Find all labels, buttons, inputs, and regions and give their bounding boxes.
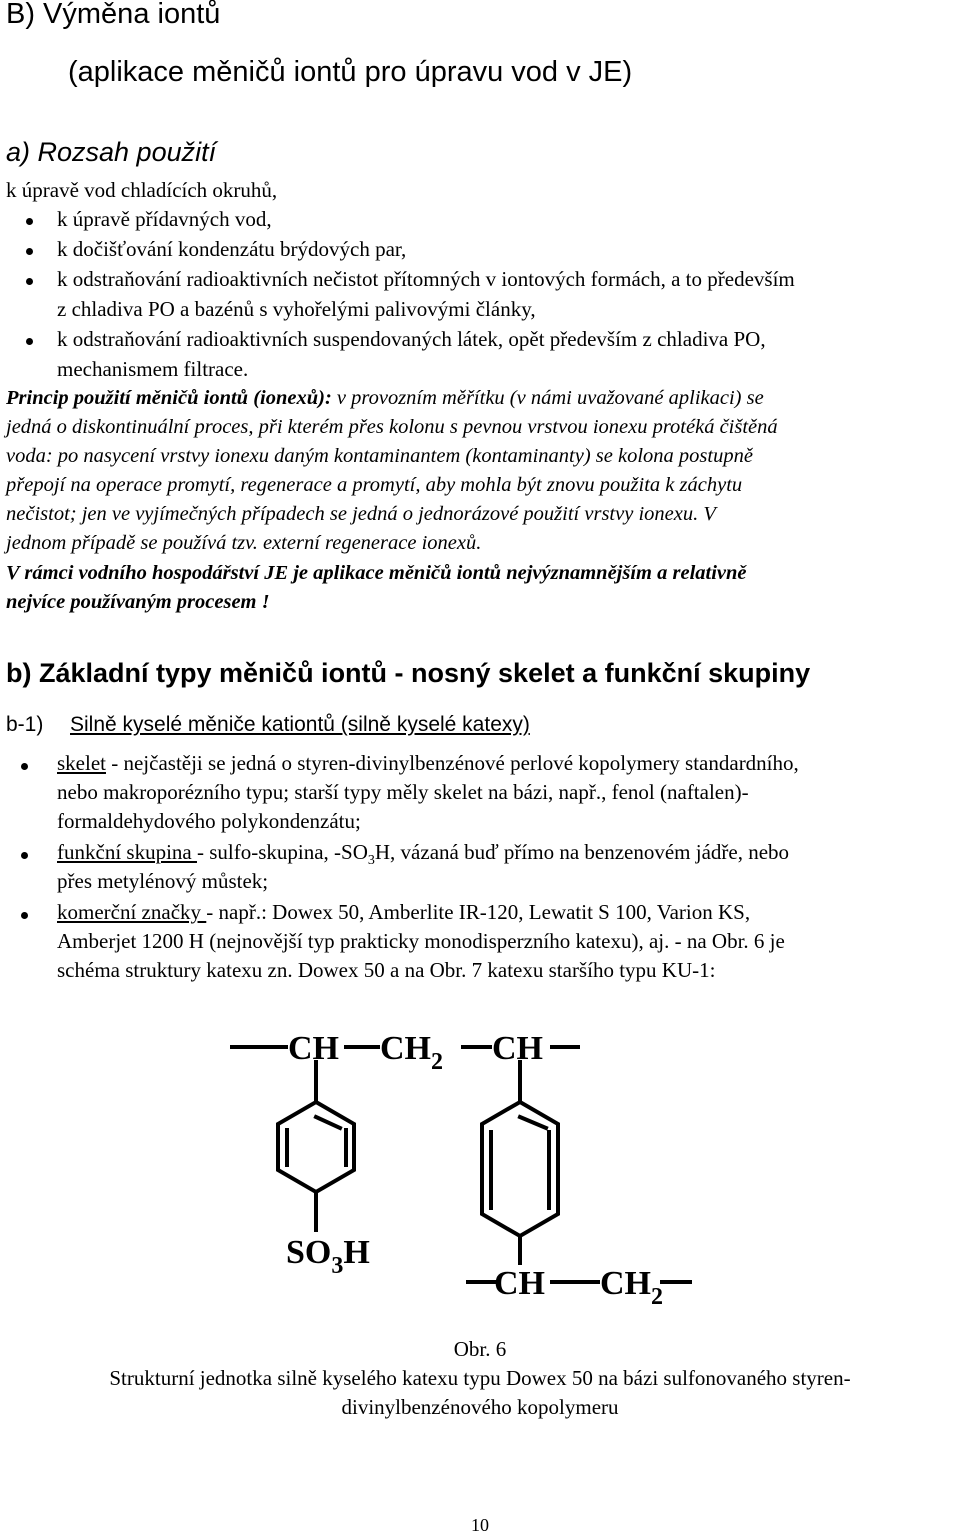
- principle-term: Princip použití měničů iontů (ionexů):: [6, 387, 332, 409]
- emphasis-line: V rámci vodního hospodářství JE je aplikace měničů iontů nejvýznamnějším a relativně: [6, 562, 747, 584]
- principle-line: přepojí na operace promytí, regenerace a promytí, aby mohla být znovu použita k záchytu: [6, 474, 743, 496]
- bullet-icon: [21, 763, 28, 770]
- list-item-continuation: schéma struktury katexu zn. Dowex 50 a na Obr. 7 katexu staršího typu KU-1:: [57, 958, 716, 982]
- term: funkční skupina: [57, 840, 197, 864]
- page-number: 10: [471, 1515, 489, 1535]
- sub-prefix: b-1): [6, 713, 44, 736]
- principle-line: jednom případě se používá tzv. externí regenerace ionexů.: [6, 532, 482, 554]
- list-item: k odstraňování radioaktivních nečistot přítomných v iontových formách, a to především: [57, 267, 795, 291]
- ch-label: CH: [288, 1030, 339, 1067]
- bullet-icon: [26, 278, 33, 285]
- list-item-continuation: nebo makroporézního typu; starší typy měly skelet na bázi, např., fenol (naftalen)-: [57, 780, 749, 804]
- figure-caption: divinylbenzénového kopolymeru: [341, 1395, 619, 1419]
- term: komerční značky: [57, 900, 207, 924]
- subsection-heading-b: b) Základní typy měničů iontů - nosný skelet a funkční skupiny: [6, 658, 811, 688]
- list-item-continuation: Amberjet 1200 H (nejnovější typ prakticky monodisperzního katexu), aj. - na Obr. 6 je: [57, 929, 785, 953]
- bullet-icon: [21, 852, 28, 859]
- structural-formula: [0, 1010, 960, 1320]
- principle-line: jedná o diskontinuální proces, při kterém přes kolonu s pevnou vrstvou ionexu protéká čištěná: [6, 416, 778, 438]
- list-item: funkční skupina - sulfo-skupina, $-SO_3H$, vázaná buď přímo na benzenovém jádře, nebo: [57, 840, 790, 869]
- bullet-icon: [21, 912, 28, 919]
- bullet-icon: [26, 248, 33, 255]
- bullet-icon: [26, 218, 33, 225]
- ch2-label: $CH_2$: [600, 1265, 663, 1310]
- list-item-continuation: formaldehydového polykondenzátu;: [57, 809, 361, 833]
- bullet-icon: [26, 338, 33, 345]
- principle-line: voda: po nasycení vrstvy ionexu daným kontaminantem (kontaminanty) se kolona postupně: [6, 445, 753, 467]
- term: skelet: [57, 751, 106, 775]
- emphasis-line: nejvíce používaným procesem !: [6, 591, 270, 613]
- list-item: skelet - nejčastěji se jedná o styren-divinylbenzénové perlové kopolymery standardního,: [57, 751, 799, 775]
- subsection-heading-a: a) Rozsah použití: [6, 137, 217, 167]
- list-item-continuation: z chladiva PO a bazénů s vyhořelými palivovými články,: [57, 297, 536, 321]
- sub-title: Silně kyselé měniče kationtů (silně kyselé katexy): [70, 713, 530, 736]
- ch2-label: $CH_2$: [380, 1030, 443, 1075]
- principle-line: Princip použití měničů iontů (ionexů): v provozním měřítku (v námi uvažované aplikaci) se: [6, 387, 764, 409]
- so3h-label: $SO_3H$: [286, 1234, 370, 1279]
- principle-line: nečistot; jen ve vyjímečných případech se jedná o jednorázové použití vrstvy ionexu. V: [6, 503, 716, 525]
- intro-line: k úpravě vod chladících okruhů,: [6, 178, 278, 202]
- list-item: k dočišťování kondenzátu brýdových par,: [57, 237, 407, 261]
- list-item: komerční značky - např.: Dowex 50, Amberlite IR-120, Lewatit S 100, Varion KS,: [57, 900, 751, 924]
- list-item: k odstraňování radioaktivních suspendovaných látek, opět především z chladiva PO,: [57, 327, 766, 351]
- list-item-continuation: mechanismem filtrace.: [57, 357, 249, 381]
- ch-label: CH: [494, 1265, 545, 1302]
- list-item-continuation: přes metylénový můstek;: [57, 869, 269, 893]
- section-subtitle: (aplikace měničů iontů pro úpravu vod v JE): [68, 56, 633, 88]
- figure-label: Obr. 6: [453, 1337, 507, 1361]
- section-title: B) Výměna iontů: [6, 0, 221, 30]
- figure-caption: Strukturní jednotka silně kyselého katexu typu Dowex 50 na bázi sulfonovaného styren-: [109, 1366, 851, 1390]
- ch-label: CH: [492, 1030, 543, 1067]
- list-item: k úpravě přídavných vod,: [57, 207, 272, 231]
